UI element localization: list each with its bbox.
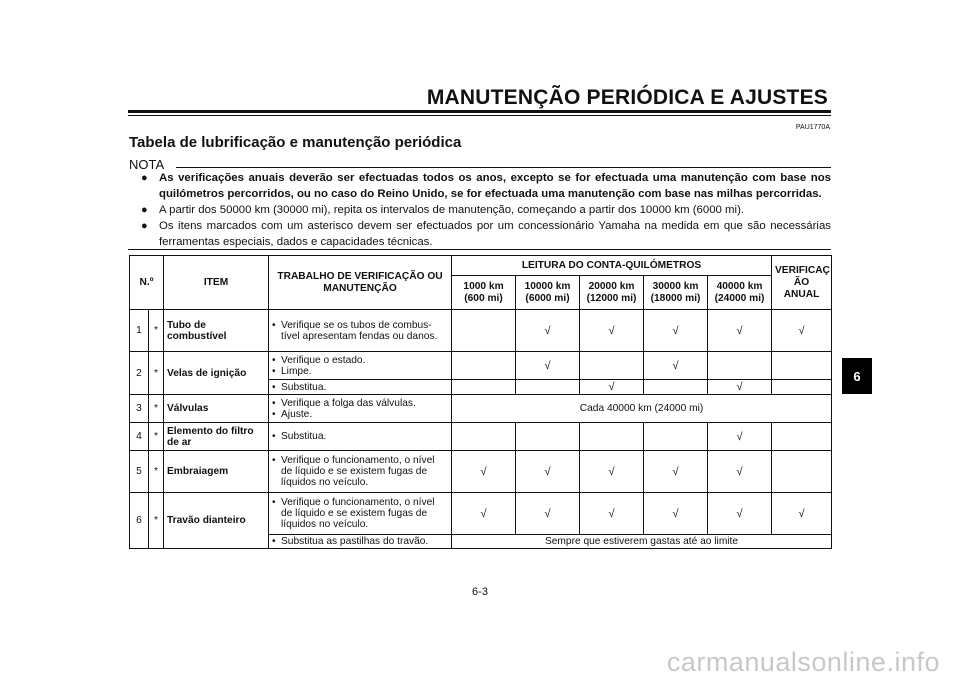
check-mark: √	[516, 451, 580, 493]
check-mark: √	[580, 493, 644, 535]
empty-cell	[580, 423, 644, 451]
nota-rule	[176, 167, 831, 168]
work-text: Ajuste.	[281, 408, 313, 420]
bullet-icon: •	[272, 497, 276, 508]
item-name: Travão dianteiro	[164, 493, 269, 549]
header-interval: 1000 km (600 mi)	[452, 276, 516, 310]
empty-cell	[452, 380, 516, 395]
check-mark: √	[644, 310, 708, 352]
watermark: carmanualsonline.info	[666, 647, 940, 677]
empty-cell	[772, 380, 832, 395]
interval-note: Sempre que estiverem gastas até ao limite	[452, 535, 832, 549]
nota-bullet-text: As verificações anuais deverão ser efectuadas todos os anos, excepto se for efectuada uma manutenção com base nos quilómetros percorridos, ou no caso do Reino Unido, se for efectuada uma manutenção com base nas milhas percorridas.	[159, 172, 831, 200]
empty-cell	[772, 352, 832, 380]
bullet-icon: •	[272, 319, 276, 331]
item-name: Tubo de combustível	[164, 310, 269, 352]
asterisk-mark: *	[149, 310, 164, 352]
work-cell	[269, 423, 452, 451]
check-mark: √	[772, 310, 832, 352]
table-row	[130, 352, 832, 380]
check-mark: √	[708, 380, 772, 395]
bullet-icon: •	[272, 536, 276, 547]
bullet-dot-icon: ●	[141, 220, 148, 232]
row-number: 5	[130, 451, 149, 493]
check-mark: √	[708, 310, 772, 352]
asterisk-mark: *	[149, 423, 164, 451]
row-number: 3	[130, 395, 149, 423]
check-mark: √	[516, 352, 580, 380]
table-row	[130, 423, 832, 451]
check-mark: √	[580, 310, 644, 352]
check-mark: √	[580, 380, 644, 395]
empty-cell	[452, 310, 516, 352]
bullet-icon: •	[272, 365, 276, 377]
table-row	[130, 451, 832, 493]
nota-end-rule	[128, 249, 831, 250]
table-row	[130, 395, 832, 423]
document-code: PAU1770A	[795, 124, 830, 131]
nota-bullet-text: A partir dos 50000 km (30000 mi), repita os intervalos de manutenção, começando a partir dos 10000 km (6000 mi).	[159, 204, 745, 216]
nota-bullet	[141, 202, 831, 218]
row-number: 6	[130, 493, 149, 549]
bullet-dot-icon: ●	[141, 204, 148, 216]
nota-bullets	[141, 170, 831, 250]
asterisk-mark: *	[149, 493, 164, 549]
work-text: Verifique o funcionamento, o nível de líquido e se existem fugas de líquidos no veículo.	[281, 497, 435, 530]
bullet-icon: •	[272, 354, 276, 366]
check-mark: √	[644, 451, 708, 493]
row-number: 1	[130, 310, 149, 352]
nota-bullet-text: Os itens marcados com um asterisco devem ser efectuados por um concessionário Yamaha na medida em que são necessárias ferramentas especiais, dados e capacidades técnicas.	[159, 220, 831, 248]
header-interval: 10000 km (6000 mi)	[516, 276, 580, 310]
check-mark: √	[772, 493, 832, 535]
empty-cell	[708, 352, 772, 380]
bullet-icon: •	[272, 455, 276, 466]
section-title: Tabela de lubrificação e manutenção periódica	[129, 134, 462, 151]
item-name: Embraiagem	[164, 451, 269, 493]
check-mark: √	[644, 493, 708, 535]
nota-bullet	[141, 218, 831, 250]
header-odometer: LEITURA DO CONTA-QUILÓMETROS	[452, 256, 772, 276]
asterisk-mark: *	[149, 352, 164, 395]
empty-cell	[644, 380, 708, 395]
check-mark: √	[708, 423, 772, 451]
header-rule	[128, 110, 831, 113]
maintenance-table	[129, 255, 832, 549]
work-text: Verifique o estado.	[281, 354, 366, 366]
work-cell	[269, 310, 452, 352]
header-interval: 30000 km (18000 mi)	[644, 276, 708, 310]
check-mark: √	[452, 451, 516, 493]
table-row	[130, 493, 832, 535]
work-cell	[269, 395, 452, 423]
bullet-icon: •	[272, 381, 276, 393]
work-cell	[269, 493, 452, 535]
work-cell	[269, 451, 452, 493]
bullet-icon: •	[272, 431, 276, 442]
row-number: 2	[130, 352, 149, 395]
header-interval: 20000 km (12000 mi)	[580, 276, 644, 310]
check-mark: √	[708, 451, 772, 493]
check-mark: √	[452, 493, 516, 535]
bullet-icon: •	[272, 397, 276, 409]
work-text: Limpe.	[281, 365, 312, 377]
work-text: Verifique a folga das válvulas.	[281, 397, 416, 409]
empty-cell	[452, 423, 516, 451]
check-mark: √	[516, 310, 580, 352]
check-mark: √	[708, 493, 772, 535]
row-number: 4	[130, 423, 149, 451]
nota-label: NOTA	[129, 157, 165, 172]
header-work: TRABALHO DE VERIFICAÇÃO OU MANUTENÇÃO	[269, 256, 452, 310]
nota-bullet	[141, 170, 831, 202]
work-text: Substitua.	[281, 381, 327, 393]
header-no: N.º	[130, 256, 164, 310]
empty-cell	[516, 380, 580, 395]
item-name: Velas de ignição	[164, 352, 269, 395]
page-number: 6-3	[472, 586, 488, 598]
empty-cell	[580, 352, 644, 380]
asterisk-mark: *	[149, 451, 164, 493]
header-rule-thin	[128, 115, 831, 116]
check-mark: √	[516, 493, 580, 535]
bullet-dot-icon: ●	[141, 172, 148, 184]
empty-cell	[644, 423, 708, 451]
header-item: ITEM	[164, 256, 269, 310]
work-cell	[269, 535, 452, 549]
chapter-tab: 6	[842, 358, 872, 394]
work-text: Substitua as pastilhas do travão.	[281, 536, 429, 547]
work-text: Verifique o funcionamento, o nível de líquido e se existem fugas de líquidos no veículo.	[281, 455, 435, 488]
header-annual: VERIFICAÇ ÃO ANUAL	[772, 256, 832, 310]
empty-cell	[452, 352, 516, 380]
work-text: Substitua.	[281, 431, 327, 442]
empty-cell	[772, 423, 832, 451]
item-name: Elemento do filtro de ar	[164, 423, 269, 451]
interval-note: Cada 40000 km (24000 mi)	[452, 395, 832, 423]
asterisk-mark: *	[149, 395, 164, 423]
empty-cell	[772, 451, 832, 493]
header-interval: 40000 km (24000 mi)	[708, 276, 772, 310]
work-cell	[269, 352, 452, 380]
check-mark: √	[644, 352, 708, 380]
check-mark: √	[580, 451, 644, 493]
work-cell	[269, 380, 452, 395]
item-name: Válvulas	[164, 395, 269, 423]
work-text: Verifique se os tubos de combus-tível apresentam fendas ou danos.	[281, 319, 438, 342]
empty-cell	[516, 423, 580, 451]
table-row	[130, 310, 832, 352]
page-header-title: MANUTENÇÃO PERIÓDICA E AJUSTES	[426, 86, 828, 109]
bullet-icon: •	[272, 408, 276, 420]
